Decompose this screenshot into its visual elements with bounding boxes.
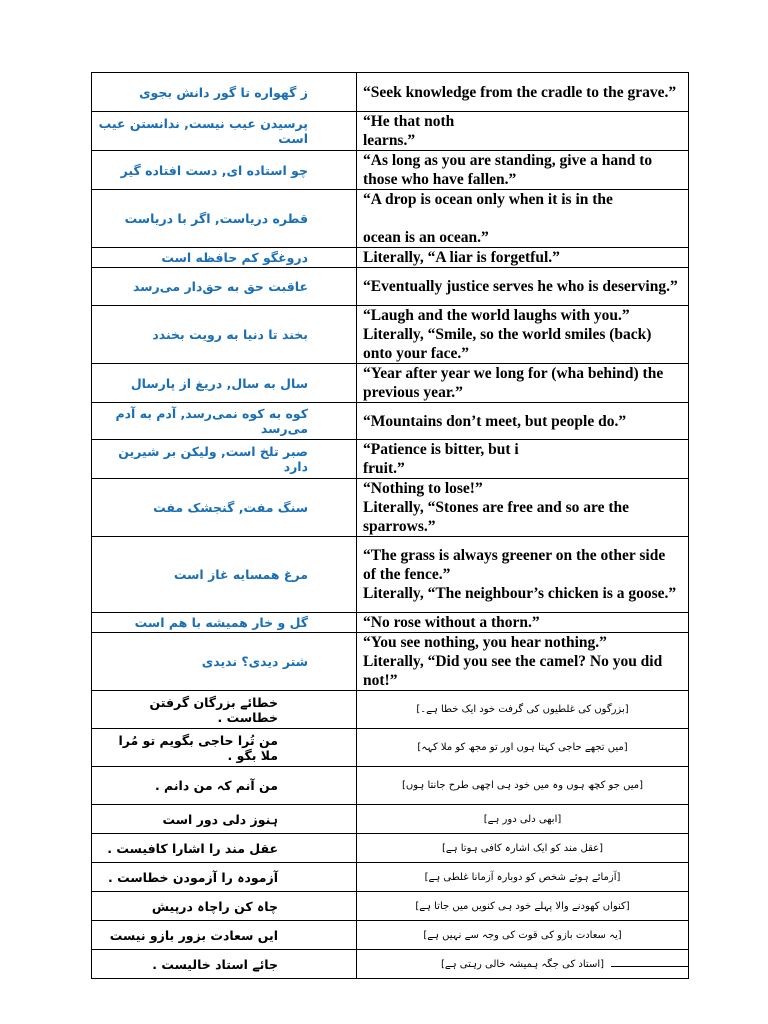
english-translation-cell: [357, 403, 689, 440]
persian-proverb-cell: [92, 691, 357, 729]
english-translation-cell: [357, 190, 689, 248]
urdu-translation: [میں جو کچھ ہوں وہ میں خود ہی اچھی طرح جانتا ہوں]: [402, 780, 643, 791]
table-row: [92, 834, 689, 863]
english-translation: “Mountains don’t meet, but people do.”: [363, 412, 627, 430]
english-translation-cell: [357, 73, 689, 112]
persian-proverb: دروغگو کم حافظه است: [161, 250, 308, 265]
urdu-translation: [کنواں کھودنے والا پہلے خود ہی کنویں میں جاتا ہے]: [415, 900, 630, 912]
persian-proverb: ز گهواره تا گور دانش بجوی: [139, 84, 308, 100]
persian-proverb: عقل مند را اشارا کافیست .: [107, 840, 278, 856]
english-translation: “Year after year we long for (wha behind) the previous year.”: [363, 365, 664, 401]
persian-proverb: آزمودہ را آزمودن خطاست .: [108, 869, 278, 885]
table-row: [92, 863, 689, 892]
english-translation: “Laugh and the world laughs with you.” Literally, “Smile, so the world smiles (back) onto your face.”: [363, 307, 652, 362]
urdu-translation: [بزرگوں کی غلطیوں کی گرفت خود ایک خطا ہے۔]: [416, 704, 629, 715]
persian-proverb-cell: [92, 190, 357, 248]
persian-proverb: چو استاده ای, دست افتاده گیر: [120, 162, 308, 178]
english-translation: Literally, “A liar is forgetful.”: [363, 249, 560, 266]
table-row: [92, 729, 689, 767]
persian-proverb: چاہ کن راچاہ درپیش: [151, 898, 278, 914]
table-row: [92, 892, 689, 921]
persian-proverb: گل و خار همیشه با هم است: [134, 615, 308, 630]
english-translation-cell: [357, 364, 689, 403]
table-row: [92, 306, 689, 364]
urdu-translation-cell: [357, 950, 689, 979]
english-translation: “You see nothing, you hear nothing.” Literally, “Did you see the camel? No you did not!”: [363, 634, 663, 689]
table-row: [92, 403, 689, 440]
table-row: [92, 633, 689, 691]
persian-proverb: خطائے بزرگان گرفتن خطاست .: [149, 694, 278, 725]
persian-proverb-cell: [92, 729, 357, 767]
table-row: [92, 151, 689, 190]
persian-proverb: بخند تا دنیا به رویت بخندد: [152, 327, 308, 342]
urdu-translation-cell: [357, 863, 689, 892]
english-translation: “Eventually justice serves he who is deserving.”: [363, 278, 678, 295]
table-row: [92, 364, 689, 403]
persian-proverb-cell: [92, 268, 357, 306]
english-translation: “The grass is always greener on the other side of the fence.” Literally, “The neighbour’s chicken is a goose.”: [363, 547, 677, 602]
english-translation: “Nothing to lose!” Literally, “Stones are free and so are the sparrows.”: [363, 480, 630, 535]
persian-proverb: من تُرا حاجی بگویم تو مُرا ملا بگو .: [118, 732, 278, 763]
table-row: [92, 537, 689, 613]
english-translation-cell: [357, 248, 689, 268]
persian-proverb: کوه به کوه نمی‌رسد, آدم به آدم می‌رسد: [115, 406, 308, 436]
persian-proverb: ایں سعادت بزور بازو نیست: [109, 927, 278, 943]
persian-proverb-cell: [92, 633, 357, 691]
persian-proverb: پرسیدن عیب نیست, ندانستن عیب است: [98, 116, 308, 146]
persian-proverb-cell: [92, 364, 357, 403]
english-translation-cell: [357, 537, 689, 613]
english-translation: “Patience is bitter, but i fruit.”: [363, 441, 519, 477]
persian-proverb-cell: [92, 403, 357, 440]
persian-proverb-cell: [92, 73, 357, 112]
table-row: [92, 767, 689, 805]
urdu-translation: [یہ سعادت بازو کی قوت کی وجہ سے نہیں ہے]: [423, 929, 622, 941]
urdu-translation: [آزمائے ہوئے شخص کو دوبارہ آزمانا غلطی ہے]: [424, 871, 621, 883]
english-translation-cell: [357, 613, 689, 633]
persian-proverb-cell: [92, 112, 357, 151]
english-translation-cell: [357, 306, 689, 364]
urdu-translation-cell: [357, 767, 689, 805]
persian-proverb-cell: [92, 892, 357, 921]
persian-proverb: عاقبت حق به حق‌دار می‌رسد: [133, 279, 308, 294]
urdu-translation: [ابھی دلی دور ہے]: [483, 813, 562, 825]
persian-proverb-cell: [92, 306, 357, 364]
urdu-translation: [میں تجھے حاجی کہتا ہوں اور تو مجھ کو ملا کہہ]: [417, 742, 628, 753]
persian-proverb-cell: [92, 537, 357, 613]
persian-proverb: شتر دیدی؟ ندیدی: [201, 654, 308, 669]
persian-proverb: جائے استاد خالیست .: [152, 956, 278, 972]
table-row: [92, 950, 689, 979]
table-row: [92, 248, 689, 268]
persian-proverb-cell: [92, 950, 357, 979]
persian-proverb: من آنم کہ من دانم .: [154, 778, 278, 793]
table-row: [92, 805, 689, 834]
persian-proverb-cell: [92, 863, 357, 892]
urdu-translation-cell: [357, 921, 689, 950]
persian-proverb: صبر تلخ است, ولیکن بر شیرین دارد: [118, 444, 308, 474]
persian-proverb-cell: [92, 767, 357, 805]
table-row: [92, 479, 689, 537]
table-row: [92, 440, 689, 479]
english-translation: “As long as you are standing, give a hand to those who have fallen.”: [363, 152, 653, 188]
urdu-translation-cell: [357, 834, 689, 863]
table-row: [92, 73, 689, 112]
english-translation-cell: [357, 633, 689, 691]
persian-proverb-cell: [92, 440, 357, 479]
persian-proverb-cell: [92, 834, 357, 863]
persian-proverb: قطره دریاست, اگر با دریاست: [124, 211, 308, 226]
urdu-translation-cell: [357, 729, 689, 767]
urdu-translation: [عقل مند کو ایک اشارہ کافی ہوتا ہے]: [441, 842, 604, 854]
english-translation-cell: [357, 479, 689, 537]
urdu-translation: [استاد کی جگہ ہمیشہ خالی رہتی ہے]: [440, 958, 605, 970]
persian-proverb: مرغ همسایه غاز است: [173, 567, 308, 582]
persian-proverb-cell: [92, 805, 357, 834]
english-translation-cell: [357, 151, 689, 190]
persian-proverb-cell: [92, 248, 357, 268]
persian-proverb-cell: [92, 613, 357, 633]
urdu-translation-cell: [357, 691, 689, 729]
footnote-separator: [611, 966, 689, 967]
persian-proverb: سنگ مفت, گنجشک مفت: [153, 500, 308, 515]
english-translation-cell: [357, 440, 689, 479]
urdu-translation-cell: [357, 805, 689, 834]
table-row: [92, 921, 689, 950]
english-translation: “No rose without a thorn.”: [363, 614, 540, 631]
urdu-translation-cell: [357, 892, 689, 921]
persian-proverb: ہنوز دلی دور است: [162, 811, 278, 827]
english-translation: “He that noth learns.”: [363, 113, 455, 149]
table-row: [92, 691, 689, 729]
english-translation-cell: [357, 112, 689, 151]
persian-proverb-cell: [92, 151, 357, 190]
english-translation: “A drop is ocean only when it is in the ocean is an ocean.”: [363, 191, 613, 246]
table-row: [92, 112, 689, 151]
persian-proverb-cell: [92, 921, 357, 950]
table-row: [92, 268, 689, 306]
table-row: [92, 190, 689, 248]
persian-proverb-cell: [92, 479, 357, 537]
proverbs-table: [91, 72, 689, 979]
table-row: [92, 613, 689, 633]
persian-proverb: سال به سال, دریغ از پارسال: [130, 375, 308, 391]
english-translation-cell: [357, 268, 689, 306]
english-translation: “Seek knowledge from the cradle to the grave.”: [363, 83, 677, 101]
